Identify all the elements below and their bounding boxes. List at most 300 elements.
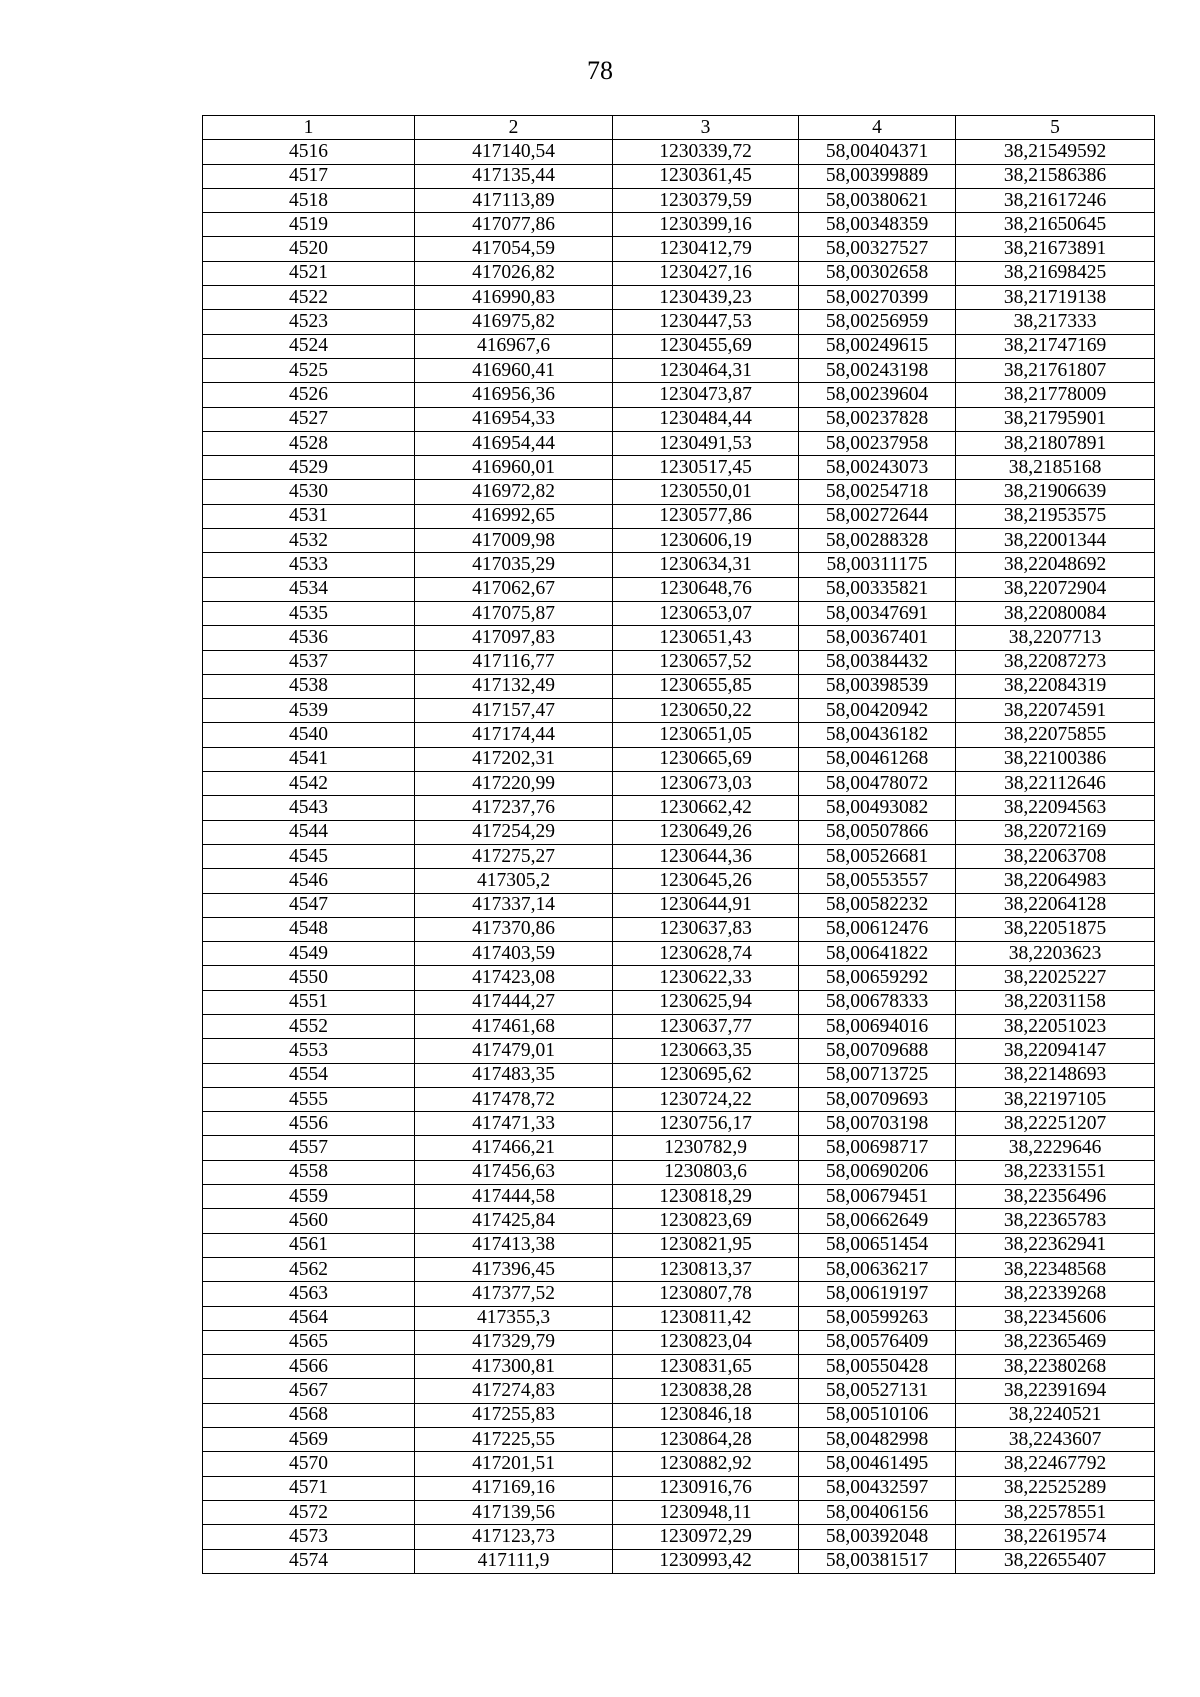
table-row xyxy=(203,990,1155,1014)
x-coordinate-cell: 417479,01 xyxy=(415,1039,613,1063)
x-coordinate-cell: 417116,77 xyxy=(415,650,613,674)
table-row xyxy=(203,917,1155,941)
table-body xyxy=(203,140,1155,1574)
point-number-cell: 4552 xyxy=(203,1014,415,1038)
table-row xyxy=(203,674,1155,698)
y-coordinate-cell: 1230447,53 xyxy=(613,310,799,334)
table-header-row xyxy=(203,116,1155,140)
column-header-4: 4 xyxy=(799,116,956,140)
latitude-cell: 58,00399889 xyxy=(799,164,956,188)
y-coordinate-cell: 1230644,91 xyxy=(613,893,799,917)
longitude-cell: 38,22356496 xyxy=(956,1185,1155,1209)
longitude-cell: 38,22063708 xyxy=(956,844,1155,868)
x-coordinate-cell: 417174,44 xyxy=(415,723,613,747)
x-coordinate-cell: 417132,49 xyxy=(415,674,613,698)
table-row xyxy=(203,1087,1155,1111)
x-coordinate-cell: 417423,08 xyxy=(415,966,613,990)
x-coordinate-cell: 417111,9 xyxy=(415,1549,613,1573)
y-coordinate-cell: 1230662,42 xyxy=(613,796,799,820)
point-number-cell: 4569 xyxy=(203,1428,415,1452)
latitude-cell: 58,00550428 xyxy=(799,1355,956,1379)
x-coordinate-cell: 417097,83 xyxy=(415,626,613,650)
y-coordinate-cell: 1230823,04 xyxy=(613,1330,799,1354)
longitude-cell: 38,22391694 xyxy=(956,1379,1155,1403)
longitude-cell: 38,21698425 xyxy=(956,261,1155,285)
y-coordinate-cell: 1230838,28 xyxy=(613,1379,799,1403)
point-number-cell: 4547 xyxy=(203,893,415,917)
y-coordinate-cell: 1230972,29 xyxy=(613,1525,799,1549)
point-number-cell: 4566 xyxy=(203,1355,415,1379)
y-coordinate-cell: 1230634,31 xyxy=(613,553,799,577)
latitude-cell: 58,00651454 xyxy=(799,1233,956,1257)
point-number-cell: 4540 xyxy=(203,723,415,747)
point-number-cell: 4529 xyxy=(203,456,415,480)
latitude-cell: 58,00662649 xyxy=(799,1209,956,1233)
latitude-cell: 58,00348359 xyxy=(799,213,956,237)
longitude-cell: 38,2203623 xyxy=(956,942,1155,966)
y-coordinate-cell: 1230517,45 xyxy=(613,456,799,480)
longitude-cell: 38,22074591 xyxy=(956,699,1155,723)
table-row xyxy=(203,164,1155,188)
y-coordinate-cell: 1230818,29 xyxy=(613,1185,799,1209)
x-coordinate-cell: 417077,86 xyxy=(415,213,613,237)
longitude-cell: 38,22051023 xyxy=(956,1014,1155,1038)
latitude-cell: 58,00510106 xyxy=(799,1403,956,1427)
y-coordinate-cell: 1230379,59 xyxy=(613,188,799,212)
table-row xyxy=(203,723,1155,747)
longitude-cell: 38,22348568 xyxy=(956,1257,1155,1281)
point-number-cell: 4530 xyxy=(203,480,415,504)
point-number-cell: 4573 xyxy=(203,1525,415,1549)
latitude-cell: 58,00690206 xyxy=(799,1160,956,1184)
y-coordinate-cell: 1230464,31 xyxy=(613,358,799,382)
y-coordinate-cell: 1230427,16 xyxy=(613,261,799,285)
x-coordinate-cell: 416975,82 xyxy=(415,310,613,334)
point-number-cell: 4567 xyxy=(203,1379,415,1403)
longitude-cell: 38,21747169 xyxy=(956,334,1155,358)
table-row xyxy=(203,407,1155,431)
latitude-cell: 58,00582232 xyxy=(799,893,956,917)
table-row xyxy=(203,1452,1155,1476)
longitude-cell: 38,21617246 xyxy=(956,188,1155,212)
x-coordinate-cell: 417237,76 xyxy=(415,796,613,820)
y-coordinate-cell: 1230811,42 xyxy=(613,1306,799,1330)
point-number-cell: 4531 xyxy=(203,504,415,528)
point-number-cell: 4528 xyxy=(203,431,415,455)
longitude-cell: 38,22072904 xyxy=(956,577,1155,601)
y-coordinate-cell: 1230655,85 xyxy=(613,674,799,698)
latitude-cell: 58,00384432 xyxy=(799,650,956,674)
latitude-cell: 58,00327527 xyxy=(799,237,956,261)
longitude-cell: 38,2185168 xyxy=(956,456,1155,480)
table-row xyxy=(203,188,1155,212)
latitude-cell: 58,00302658 xyxy=(799,261,956,285)
y-coordinate-cell: 1230948,11 xyxy=(613,1500,799,1524)
x-coordinate-cell: 417461,68 xyxy=(415,1014,613,1038)
x-coordinate-cell: 416990,83 xyxy=(415,286,613,310)
latitude-cell: 58,00612476 xyxy=(799,917,956,941)
x-coordinate-cell: 416992,65 xyxy=(415,504,613,528)
longitude-cell: 38,22525289 xyxy=(956,1476,1155,1500)
table-row xyxy=(203,650,1155,674)
table-row xyxy=(203,1014,1155,1038)
x-coordinate-cell: 417478,72 xyxy=(415,1087,613,1111)
x-coordinate-cell: 417201,51 xyxy=(415,1452,613,1476)
longitude-cell: 38,22025227 xyxy=(956,966,1155,990)
table-row xyxy=(203,358,1155,382)
x-coordinate-cell: 417274,83 xyxy=(415,1379,613,1403)
y-coordinate-cell: 1230455,69 xyxy=(613,334,799,358)
column-header-2: 2 xyxy=(415,116,613,140)
table-row xyxy=(203,577,1155,601)
latitude-cell: 58,00619197 xyxy=(799,1282,956,1306)
point-number-cell: 4518 xyxy=(203,188,415,212)
point-number-cell: 4543 xyxy=(203,796,415,820)
table-row xyxy=(203,1063,1155,1087)
x-coordinate-cell: 416960,01 xyxy=(415,456,613,480)
table-row xyxy=(203,966,1155,990)
latitude-cell: 58,00461495 xyxy=(799,1452,956,1476)
point-number-cell: 4536 xyxy=(203,626,415,650)
latitude-cell: 58,00478072 xyxy=(799,772,956,796)
point-number-cell: 4559 xyxy=(203,1185,415,1209)
point-number-cell: 4535 xyxy=(203,601,415,625)
point-number-cell: 4565 xyxy=(203,1330,415,1354)
latitude-cell: 58,00237828 xyxy=(799,407,956,431)
point-number-cell: 4521 xyxy=(203,261,415,285)
latitude-cell: 58,00288328 xyxy=(799,529,956,553)
latitude-cell: 58,00311175 xyxy=(799,553,956,577)
longitude-cell: 38,21795901 xyxy=(956,407,1155,431)
longitude-cell: 38,22380268 xyxy=(956,1355,1155,1379)
latitude-cell: 58,00380621 xyxy=(799,188,956,212)
page-number: 78 xyxy=(587,56,613,85)
longitude-cell: 38,22064128 xyxy=(956,893,1155,917)
latitude-cell: 58,00641822 xyxy=(799,942,956,966)
x-coordinate-cell: 417483,35 xyxy=(415,1063,613,1087)
latitude-cell: 58,00249615 xyxy=(799,334,956,358)
longitude-cell: 38,21761807 xyxy=(956,358,1155,382)
longitude-cell: 38,217333 xyxy=(956,310,1155,334)
latitude-cell: 58,00636217 xyxy=(799,1257,956,1281)
longitude-cell: 38,22094563 xyxy=(956,796,1155,820)
table-row xyxy=(203,626,1155,650)
table-row xyxy=(203,1112,1155,1136)
y-coordinate-cell: 1230491,53 xyxy=(613,431,799,455)
longitude-cell: 38,22087273 xyxy=(956,650,1155,674)
y-coordinate-cell: 1230807,78 xyxy=(613,1282,799,1306)
x-coordinate-cell: 416954,44 xyxy=(415,431,613,455)
x-coordinate-cell: 417157,47 xyxy=(415,699,613,723)
table-row xyxy=(203,504,1155,528)
point-number-cell: 4537 xyxy=(203,650,415,674)
point-number-cell: 4533 xyxy=(203,553,415,577)
point-number-cell: 4564 xyxy=(203,1306,415,1330)
longitude-cell: 38,22339268 xyxy=(956,1282,1155,1306)
table-row xyxy=(203,529,1155,553)
longitude-cell: 38,22084319 xyxy=(956,674,1155,698)
latitude-cell: 58,00237958 xyxy=(799,431,956,455)
x-coordinate-cell: 417139,56 xyxy=(415,1500,613,1524)
y-coordinate-cell: 1230484,44 xyxy=(613,407,799,431)
point-number-cell: 4549 xyxy=(203,942,415,966)
y-coordinate-cell: 1230644,36 xyxy=(613,844,799,868)
x-coordinate-cell: 417403,59 xyxy=(415,942,613,966)
x-coordinate-cell: 417123,73 xyxy=(415,1525,613,1549)
longitude-cell: 38,22072169 xyxy=(956,820,1155,844)
longitude-cell: 38,22362941 xyxy=(956,1233,1155,1257)
table-row xyxy=(203,747,1155,771)
x-coordinate-cell: 417444,58 xyxy=(415,1185,613,1209)
table-row xyxy=(203,1403,1155,1427)
latitude-cell: 58,00272644 xyxy=(799,504,956,528)
x-coordinate-cell: 417355,3 xyxy=(415,1306,613,1330)
longitude-cell: 38,2240521 xyxy=(956,1403,1155,1427)
y-coordinate-cell: 1230606,19 xyxy=(613,529,799,553)
y-coordinate-cell: 1230663,35 xyxy=(613,1039,799,1063)
column-header-3: 3 xyxy=(613,116,799,140)
point-number-cell: 4574 xyxy=(203,1549,415,1573)
y-coordinate-cell: 1230648,76 xyxy=(613,577,799,601)
table-row xyxy=(203,942,1155,966)
table-row xyxy=(203,140,1155,164)
latitude-cell: 58,00406156 xyxy=(799,1500,956,1524)
latitude-cell: 58,00507866 xyxy=(799,820,956,844)
y-coordinate-cell: 1230645,26 xyxy=(613,869,799,893)
table-row xyxy=(203,431,1155,455)
x-coordinate-cell: 417220,99 xyxy=(415,772,613,796)
y-coordinate-cell: 1230864,28 xyxy=(613,1428,799,1452)
longitude-cell: 38,22619574 xyxy=(956,1525,1155,1549)
latitude-cell: 58,00679451 xyxy=(799,1185,956,1209)
x-coordinate-cell: 417255,83 xyxy=(415,1403,613,1427)
x-coordinate-cell: 416960,41 xyxy=(415,358,613,382)
x-coordinate-cell: 417225,55 xyxy=(415,1428,613,1452)
x-coordinate-cell: 417456,63 xyxy=(415,1160,613,1184)
longitude-cell: 38,22365783 xyxy=(956,1209,1155,1233)
longitude-cell: 38,22655407 xyxy=(956,1549,1155,1573)
x-coordinate-cell: 417337,14 xyxy=(415,893,613,917)
x-coordinate-cell: 417113,89 xyxy=(415,188,613,212)
x-coordinate-cell: 417370,86 xyxy=(415,917,613,941)
point-number-cell: 4551 xyxy=(203,990,415,1014)
table-row xyxy=(203,553,1155,577)
x-coordinate-cell: 417169,16 xyxy=(415,1476,613,1500)
longitude-cell: 38,22051875 xyxy=(956,917,1155,941)
x-coordinate-cell: 417135,44 xyxy=(415,164,613,188)
longitude-cell: 38,22112646 xyxy=(956,772,1155,796)
latitude-cell: 58,00404371 xyxy=(799,140,956,164)
point-number-cell: 4546 xyxy=(203,869,415,893)
point-number-cell: 4571 xyxy=(203,1476,415,1500)
x-coordinate-cell: 417425,84 xyxy=(415,1209,613,1233)
table-row xyxy=(203,699,1155,723)
point-number-cell: 4544 xyxy=(203,820,415,844)
point-number-cell: 4550 xyxy=(203,966,415,990)
y-coordinate-cell: 1230651,43 xyxy=(613,626,799,650)
longitude-cell: 38,22001344 xyxy=(956,529,1155,553)
table-row xyxy=(203,1233,1155,1257)
table-row xyxy=(203,1476,1155,1500)
table-row xyxy=(203,1160,1155,1184)
table-row xyxy=(203,1136,1155,1160)
point-number-cell: 4527 xyxy=(203,407,415,431)
y-coordinate-cell: 1230782,9 xyxy=(613,1136,799,1160)
latitude-cell: 58,00703198 xyxy=(799,1112,956,1136)
point-number-cell: 4517 xyxy=(203,164,415,188)
table-row xyxy=(203,1525,1155,1549)
x-coordinate-cell: 417444,27 xyxy=(415,990,613,1014)
y-coordinate-cell: 1230724,22 xyxy=(613,1087,799,1111)
coordinates-table xyxy=(202,115,1155,1574)
y-coordinate-cell: 1230412,79 xyxy=(613,237,799,261)
longitude-cell: 38,21953575 xyxy=(956,504,1155,528)
latitude-cell: 58,00553557 xyxy=(799,869,956,893)
table-row xyxy=(203,820,1155,844)
x-coordinate-cell: 417471,33 xyxy=(415,1112,613,1136)
point-number-cell: 4538 xyxy=(203,674,415,698)
point-number-cell: 4563 xyxy=(203,1282,415,1306)
table-row xyxy=(203,1379,1155,1403)
x-coordinate-cell: 416967,6 xyxy=(415,334,613,358)
table-row xyxy=(203,1185,1155,1209)
longitude-cell: 38,22048692 xyxy=(956,553,1155,577)
longitude-cell: 38,22094147 xyxy=(956,1039,1155,1063)
table-row xyxy=(203,844,1155,868)
longitude-cell: 38,22075855 xyxy=(956,723,1155,747)
table-row xyxy=(203,480,1155,504)
longitude-cell: 38,22197105 xyxy=(956,1087,1155,1111)
table-row xyxy=(203,310,1155,334)
table-row xyxy=(203,1039,1155,1063)
latitude-cell: 58,00243073 xyxy=(799,456,956,480)
x-coordinate-cell: 416954,33 xyxy=(415,407,613,431)
y-coordinate-cell: 1230577,86 xyxy=(613,504,799,528)
point-number-cell: 4560 xyxy=(203,1209,415,1233)
latitude-cell: 58,00461268 xyxy=(799,747,956,771)
table-row xyxy=(203,869,1155,893)
y-coordinate-cell: 1230625,94 xyxy=(613,990,799,1014)
latitude-cell: 58,00270399 xyxy=(799,286,956,310)
y-coordinate-cell: 1230831,65 xyxy=(613,1355,799,1379)
x-coordinate-cell: 417377,52 xyxy=(415,1282,613,1306)
longitude-cell: 38,21719138 xyxy=(956,286,1155,310)
x-coordinate-cell: 417300,81 xyxy=(415,1355,613,1379)
longitude-cell: 38,22080084 xyxy=(956,601,1155,625)
longitude-cell: 38,2243607 xyxy=(956,1428,1155,1452)
longitude-cell: 38,21778009 xyxy=(956,383,1155,407)
latitude-cell: 58,00392048 xyxy=(799,1525,956,1549)
point-number-cell: 4522 xyxy=(203,286,415,310)
table-row xyxy=(203,237,1155,261)
table-row xyxy=(203,1306,1155,1330)
longitude-cell: 38,22064983 xyxy=(956,869,1155,893)
y-coordinate-cell: 1230846,18 xyxy=(613,1403,799,1427)
point-number-cell: 4542 xyxy=(203,772,415,796)
y-coordinate-cell: 1230821,95 xyxy=(613,1233,799,1257)
x-coordinate-cell: 417140,54 xyxy=(415,140,613,164)
y-coordinate-cell: 1230882,92 xyxy=(613,1452,799,1476)
y-coordinate-cell: 1230653,07 xyxy=(613,601,799,625)
latitude-cell: 58,00243198 xyxy=(799,358,956,382)
longitude-cell: 38,22031158 xyxy=(956,990,1155,1014)
y-coordinate-cell: 1230695,62 xyxy=(613,1063,799,1087)
x-coordinate-cell: 417305,2 xyxy=(415,869,613,893)
latitude-cell: 58,00398539 xyxy=(799,674,956,698)
latitude-cell: 58,00698717 xyxy=(799,1136,956,1160)
point-number-cell: 4568 xyxy=(203,1403,415,1427)
table-row xyxy=(203,213,1155,237)
point-number-cell: 4526 xyxy=(203,383,415,407)
table-row xyxy=(203,796,1155,820)
longitude-cell: 38,22578551 xyxy=(956,1500,1155,1524)
latitude-cell: 58,00527131 xyxy=(799,1379,956,1403)
longitude-cell: 38,22100386 xyxy=(956,747,1155,771)
table-row xyxy=(203,1282,1155,1306)
x-coordinate-cell: 416972,82 xyxy=(415,480,613,504)
point-number-cell: 4562 xyxy=(203,1257,415,1281)
table-row xyxy=(203,383,1155,407)
longitude-cell: 38,2207713 xyxy=(956,626,1155,650)
y-coordinate-cell: 1230473,87 xyxy=(613,383,799,407)
latitude-cell: 58,00709693 xyxy=(799,1087,956,1111)
y-coordinate-cell: 1230993,42 xyxy=(613,1549,799,1573)
longitude-cell: 38,22365469 xyxy=(956,1330,1155,1354)
longitude-cell: 38,21906639 xyxy=(956,480,1155,504)
latitude-cell: 58,00493082 xyxy=(799,796,956,820)
y-coordinate-cell: 1230637,83 xyxy=(613,917,799,941)
point-number-cell: 4548 xyxy=(203,917,415,941)
longitude-cell: 38,22467792 xyxy=(956,1452,1155,1476)
x-coordinate-cell: 417254,29 xyxy=(415,820,613,844)
point-number-cell: 4520 xyxy=(203,237,415,261)
latitude-cell: 58,00367401 xyxy=(799,626,956,650)
latitude-cell: 58,00694016 xyxy=(799,1014,956,1038)
latitude-cell: 58,00432597 xyxy=(799,1476,956,1500)
table-row xyxy=(203,1500,1155,1524)
longitude-cell: 38,2229646 xyxy=(956,1136,1155,1160)
longitude-cell: 38,22331551 xyxy=(956,1160,1155,1184)
latitude-cell: 58,00709688 xyxy=(799,1039,956,1063)
latitude-cell: 58,00254718 xyxy=(799,480,956,504)
point-number-cell: 4545 xyxy=(203,844,415,868)
x-coordinate-cell: 417466,21 xyxy=(415,1136,613,1160)
latitude-cell: 58,00239604 xyxy=(799,383,956,407)
table-row xyxy=(203,261,1155,285)
longitude-cell: 38,21650645 xyxy=(956,213,1155,237)
longitude-cell: 38,22345606 xyxy=(956,1306,1155,1330)
point-number-cell: 4558 xyxy=(203,1160,415,1184)
longitude-cell: 38,21586386 xyxy=(956,164,1155,188)
table-row xyxy=(203,334,1155,358)
point-number-cell: 4534 xyxy=(203,577,415,601)
y-coordinate-cell: 1230657,52 xyxy=(613,650,799,674)
latitude-cell: 58,00576409 xyxy=(799,1330,956,1354)
x-coordinate-cell: 417275,27 xyxy=(415,844,613,868)
x-coordinate-cell: 417075,87 xyxy=(415,601,613,625)
table-row xyxy=(203,456,1155,480)
x-coordinate-cell: 417413,38 xyxy=(415,1233,613,1257)
longitude-cell: 38,22251207 xyxy=(956,1112,1155,1136)
point-number-cell: 4561 xyxy=(203,1233,415,1257)
x-coordinate-cell: 417054,59 xyxy=(415,237,613,261)
latitude-cell: 58,00678333 xyxy=(799,990,956,1014)
y-coordinate-cell: 1230813,37 xyxy=(613,1257,799,1281)
point-number-cell: 4554 xyxy=(203,1063,415,1087)
point-number-cell: 4553 xyxy=(203,1039,415,1063)
latitude-cell: 58,00599263 xyxy=(799,1306,956,1330)
latitude-cell: 58,00526681 xyxy=(799,844,956,868)
